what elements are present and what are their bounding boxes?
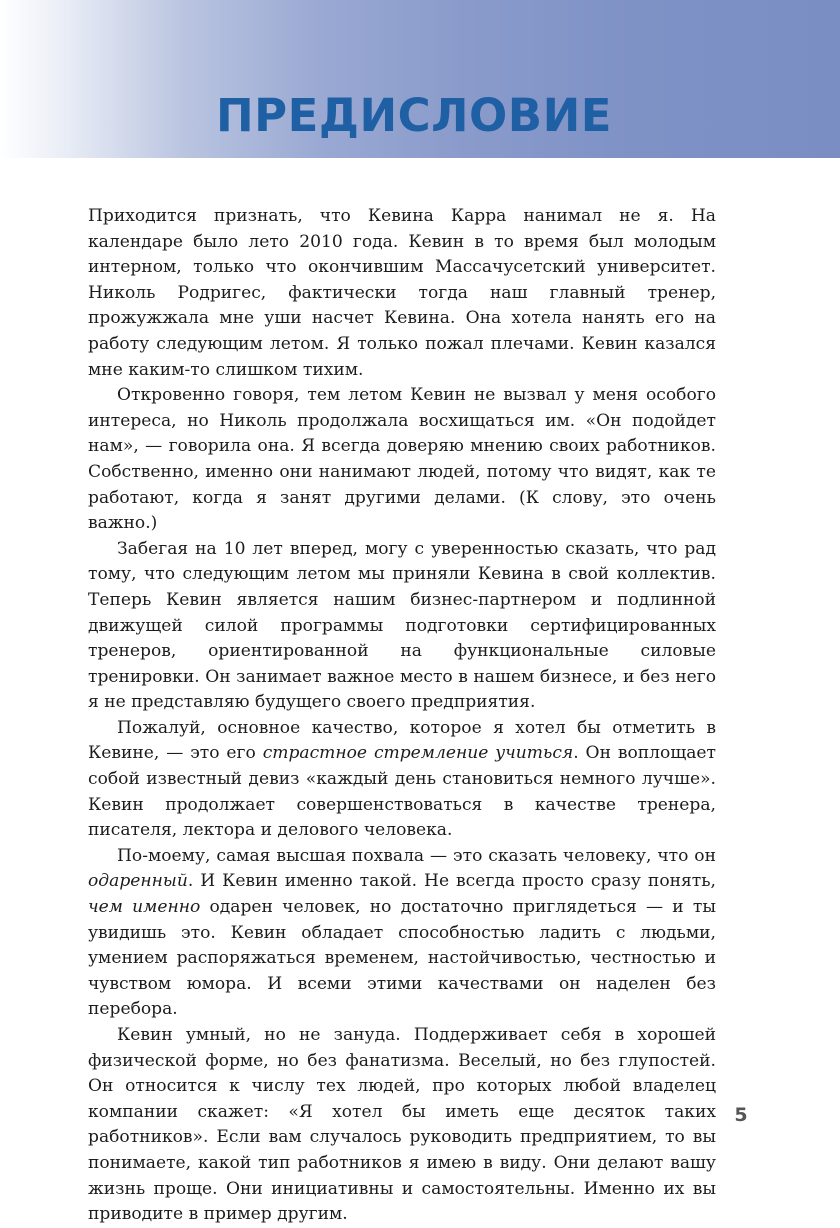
paragraph (88, 204, 716, 383)
emphasis-text: страстное стремление учиться (262, 743, 574, 764)
text-run: Пожалуй, основное качество, которое я хотел бы отметить в Кевине, — это его (88, 717, 716, 764)
paragraph (88, 844, 716, 1023)
text-body (88, 204, 716, 1228)
paragraph (88, 716, 716, 844)
text-run: Забегая на 10 лет вперед, могу с уверенностью сказать, что рад тому, что следующим летом мы приняли Кевина в свой коллектив. Теперь Кевин является нашим бизнес-партнером и подлинной движущей силой программы подготовки сертифицированных тренеров, ориентированной на функциональные силовые тренировки. Он занимает важное место в нашем бизнесе, и без него я не представляю будущего своего предприятия. (88, 538, 716, 713)
page-number: 5 (734, 1104, 748, 1126)
text-run: Приходится признать, что Кевина Карра нанимал не я. На календаре было лето 2010 года. Кевин в то время был молодым интерном, только что окончившим Массачусетский университет. Николь Родригес, фактически тогда наш главный тренер, прожужжала мне уши насчет Кевина. Она хотела нанять его на работу следующим летом. Я только пожал плечами. Кевин казался мне каким-то слишком тихим. (88, 206, 716, 380)
text-run: Откровенно говоря, тем летом Кевин не вызвал у меня особого интереса, но Николь продолжала восхищаться им. «Он подойдет нам», — говорила она. Я всегда доверяю мнению своих работников. Собственно, именно они нанимают людей, потому что видят, как те работают, когда я занят другими делами. (К слову, это очень важно.) (88, 385, 716, 534)
text-run: . Он воплощает собой известный девиз «каждый день становиться немного лучше». Кевин продолжает совершенствоваться в качестве тренера, писателя, лектора и делового человека. (88, 743, 716, 841)
text-run: По-моему, самая высшая похвала — это сказать человеку, что он (117, 845, 716, 866)
text-run: . И Кевин именно такой. Не всегда просто сразу понять, (187, 871, 716, 892)
emphasis-text: одаренный (88, 871, 188, 892)
emphasis-text: чем именно (88, 897, 201, 918)
text-run: Кевин умный, но не зануда. Поддерживает себя в хорошей физической форме, но без фанатизма. Веселый, но без глупостей. Он относится к числу тех людей, про которых любой владелец компании скажет: «Я хотел бы иметь еще десяток таких работников». Если вам случалось руководить предприятием, то вы понимаете, какой тип работников я имею в виду. Они делают вашу жизнь проще. Они инициативны и самостоятельны. Именно их вы приводите в пример другим. (88, 1025, 716, 1225)
paragraph (88, 1023, 716, 1228)
paragraph (88, 383, 716, 537)
chapter-title: ПРЕДИСЛОВИЕ (216, 89, 612, 142)
paragraph (88, 537, 716, 716)
text-run: одарен человек, но достаточно приглядеться — и ты увидишь это. Кевин обладает способностью ладить с людьми, умением распоряжаться временем, настойчивостью, честностью и чувством юмора. И всеми этими качествами он наделен без перебора. (88, 897, 716, 1020)
